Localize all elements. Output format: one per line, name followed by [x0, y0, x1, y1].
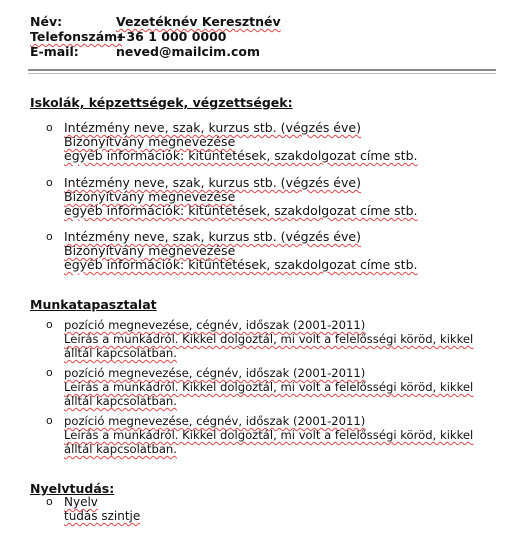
phone-value: +36 1 000 0000	[116, 29, 227, 44]
languages-heading: Nyelvtudás:	[30, 481, 115, 496]
phone-label: Telefonszám:	[30, 29, 123, 44]
contact-block	[30, 14, 281, 59]
email-value: neved@mailcim.com	[116, 44, 260, 59]
language-item	[46, 495, 140, 523]
bullet-icon: o	[46, 495, 53, 508]
divider-line	[28, 73, 496, 74]
bullet-icon: o	[46, 121, 53, 134]
education-item	[46, 230, 417, 272]
name-row	[30, 14, 281, 29]
email-label: E-mail:	[30, 44, 79, 59]
education-line3: egyéb információk: kitüntetések, szakdolgozat címe stb.	[64, 257, 418, 272]
education-heading: Iskolák, képzettségek, végzettségek:	[30, 95, 293, 110]
experience-line1: pozíció megnevezése, cégnév, időszak (2001-2011)	[64, 414, 366, 428]
language-level: tudás szintje	[64, 509, 141, 523]
divider-line	[28, 69, 496, 71]
language-name: Nyelv	[64, 495, 98, 509]
experience-line2: Leírás a munkádról. Kikkel dolgoztál, mi volt a felelősségi köröd, kikkel	[64, 332, 474, 346]
name-value: Vezetéknév Keresztnév	[116, 14, 281, 29]
education-line1: Intézmény neve, szak, kurzus stb. (végzés éve)	[64, 120, 361, 135]
experience-line2: Leírás a munkádról. Kikkel dolgoztál, mi volt a felelősségi köröd, kikkel	[64, 428, 474, 442]
education-line2: Bizonyítvány megnevezése	[64, 189, 236, 204]
education-line2: Bizonyítvány megnevezése	[64, 243, 236, 258]
email-row	[30, 44, 281, 59]
education-line1: Intézmény neve, szak, kurzus stb. (végzés éve)	[64, 175, 361, 190]
education-line2: Bizonyítvány megnevezése	[64, 134, 236, 149]
phone-row	[30, 29, 281, 44]
experience-line3: álltál kapcsolatban.	[64, 442, 177, 456]
bullet-icon: o	[46, 366, 53, 379]
education-line3: egyéb információk: kitüntetések, szakdolgozat címe stb.	[64, 203, 418, 218]
experience-line1: pozíció megnevezése, cégnév, időszak (2001-2011)	[64, 318, 366, 332]
education-item	[46, 121, 417, 163]
education-line1: Intézmény neve, szak, kurzus stb. (végzés éve)	[64, 229, 361, 244]
experience-item	[46, 414, 473, 456]
bullet-icon: o	[46, 414, 53, 427]
experience-line3: álltál kapcsolatban.	[64, 394, 177, 408]
name-label: Név:	[30, 14, 63, 29]
bullet-icon: o	[46, 230, 53, 243]
education-line3: egyéb információk: kitüntetések, szakdolgozat címe stb.	[64, 148, 418, 163]
experience-item	[46, 318, 473, 360]
experience-line3: álltál kapcsolatban.	[64, 346, 177, 360]
bullet-icon: o	[46, 318, 53, 331]
bullet-icon: o	[46, 176, 53, 189]
experience-item	[46, 366, 473, 408]
experience-heading: Munkatapasztalat	[30, 297, 157, 312]
education-item	[46, 176, 417, 218]
experience-line1: pozíció megnevezése, cégnév, időszak (2001-2011)	[64, 366, 366, 380]
experience-line2: Leírás a munkádról. Kikkel dolgoztál, mi volt a felelősségi köröd, kikkel	[64, 380, 474, 394]
